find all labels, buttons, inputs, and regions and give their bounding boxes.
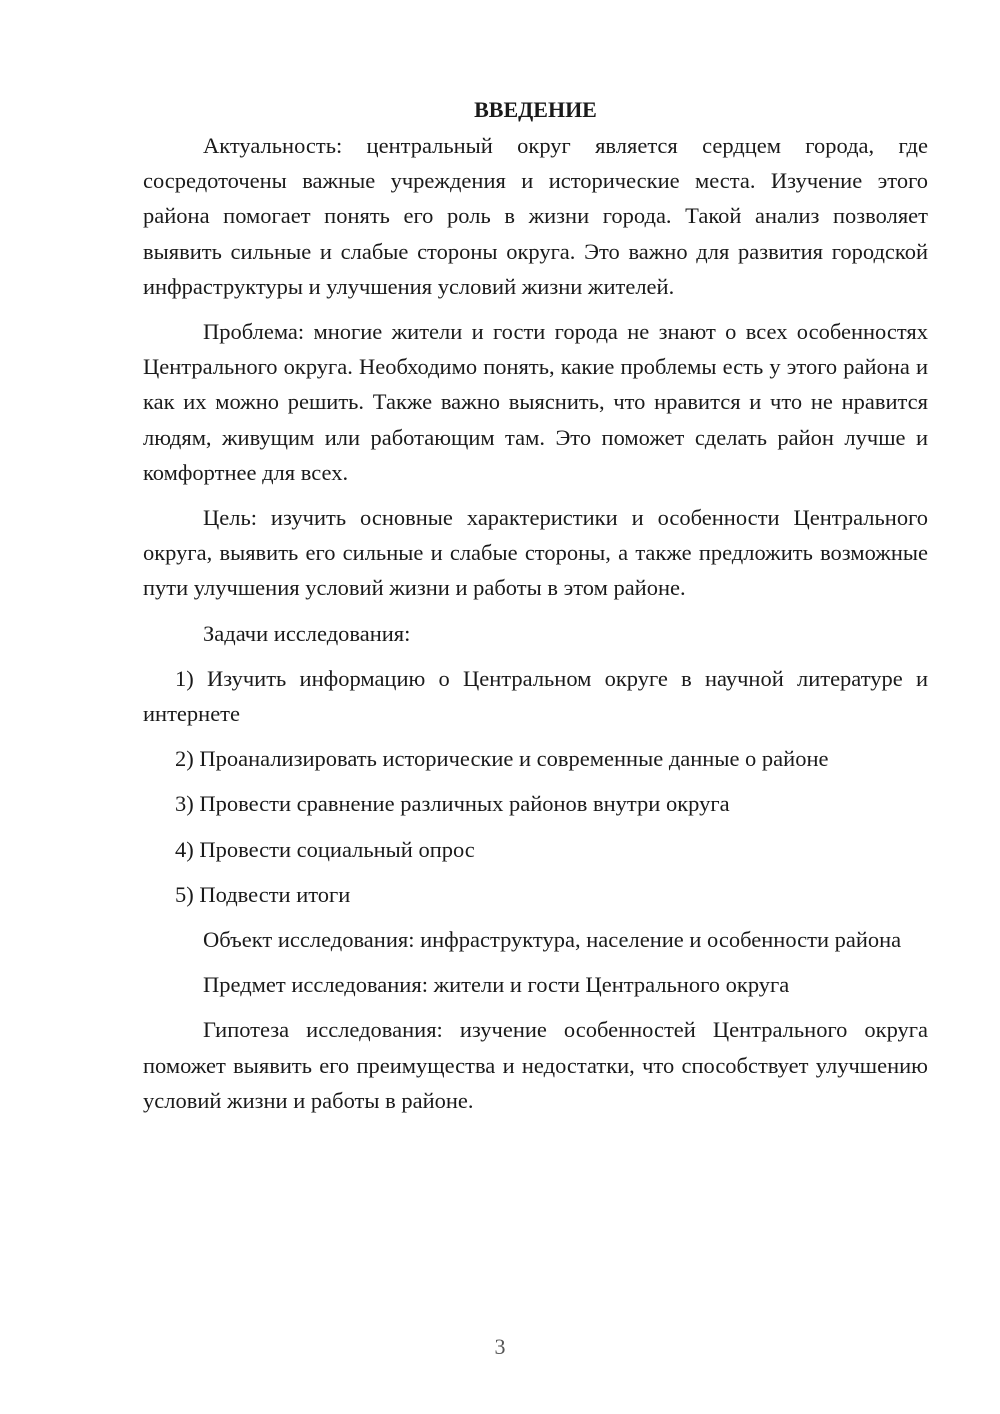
task-item-5: 5) Подвести итоги [175,881,351,907]
paragraph-problem: Проблема: многие жители и гости города не знают о всех особенностях Центрального округа. Необходимо понять, какие проблемы есть у этого района и как их можно решить. Также важно выяснить, что нравится и что не нравится людям, живущим или работающим там. Это поможет сделать район лучше и комфортнее для всех. [143,319,928,485]
section-heading: ВВЕДЕНИЕ [474,97,597,122]
paragraph-goal: Цель: изучить основные характеристики и особенности Центрального округа, выявить его сильные и слабые стороны, а также предложить возможные пути улучшения условий жизни и работы в этом районе. [143,505,928,601]
paragraph-tasks-intro: Задачи исследования: [203,620,411,646]
task-item-2: 2) Проанализировать исторические и современные данные о районе [175,746,829,772]
page-number: 3 [494,1334,506,1359]
task-item-1: 1) Изучить информацию о Центральном округе в научной литературе и интернете [143,665,928,727]
paragraph-subject: Предмет исследования: жители и гости Центрального округа [203,972,790,998]
paragraph-hypothesis: Гипотеза исследования: изучение особенностей Центрального округа поможет выявить его преимущества и недостатки, что способствует улучшению условий жизни и работы в районе. [143,1017,928,1113]
task-item-4: 4) Провести социальный опрос [175,836,475,862]
task-item-3: 3) Провести сравнение различных районов внутри округа [175,791,730,817]
paragraph-relevance: Актуальность: центральный округ является сердцем города, где сосредоточены важные учреждения и исторические места. Изучение этого района помогает понять его роль в жизни города. Такой анализ позволяет выявить сильные и слабые стороны округа. Это важно для развития городской инфраструктуры и улучшения условий жизни жителей. [143,133,928,299]
paragraph-object: Объект исследования: инфраструктура, население и особенности района [203,927,902,953]
document-page [143,92,928,1128]
